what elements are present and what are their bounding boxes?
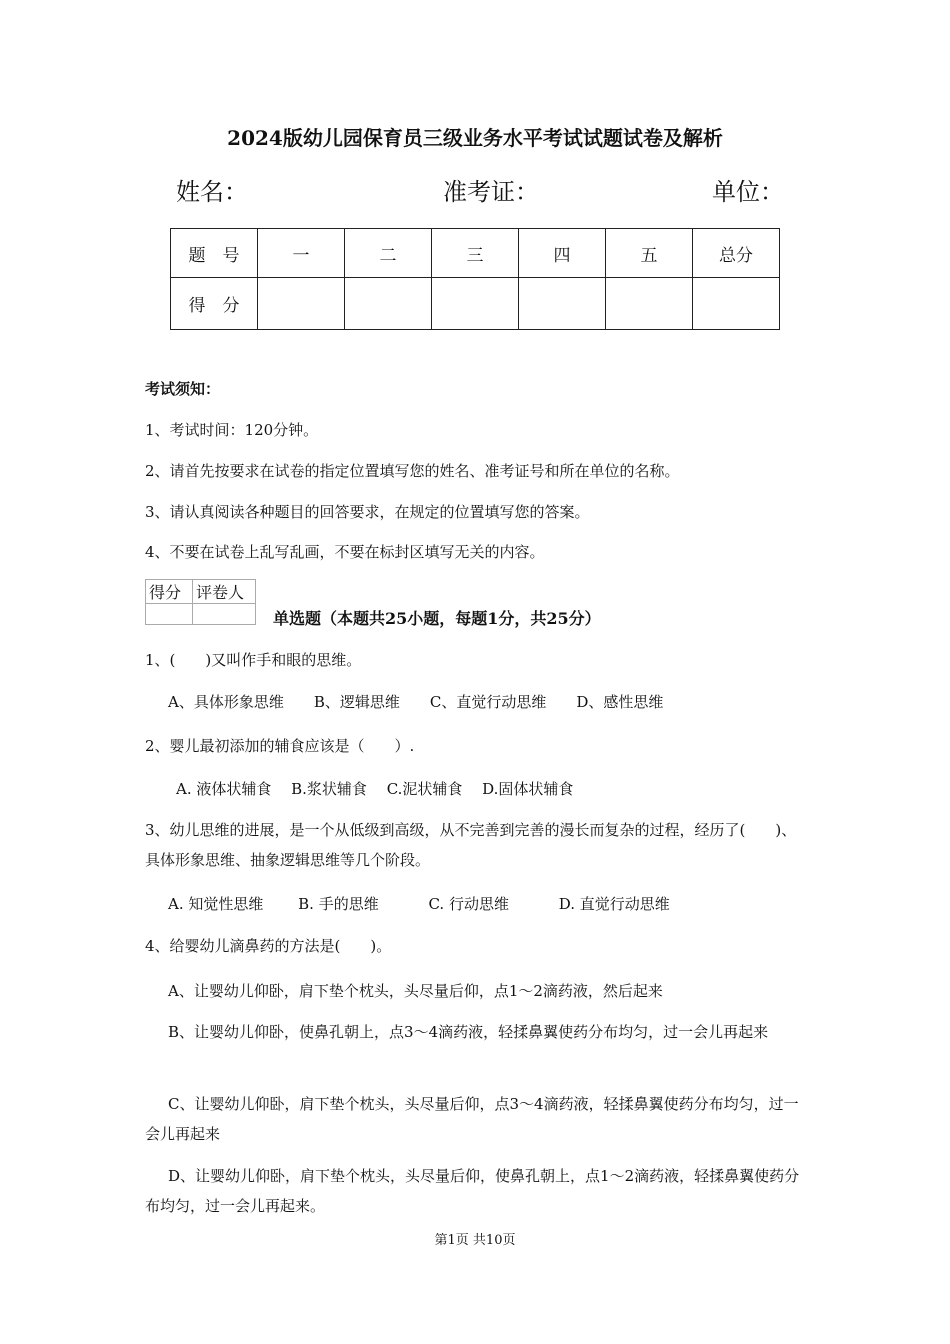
question-option: A、让婴幼儿仰卧，肩下垫个枕头，头尽量后仰，点1～2滴药液，然后起来: [168, 982, 663, 1000]
question-option: C、让婴幼儿仰卧，肩下垫个枕头，头尽量后仰，点3～4滴药液，轻揉鼻翼使药分布均匀，过一会儿再起来: [145, 1095, 799, 1143]
question-options: A. 知觉性思维 B. 手的思维 C. 行动思维 D. 直觉行动思维: [168, 895, 670, 913]
score-cell[interactable]: [519, 278, 606, 330]
header-cell: 五: [606, 229, 693, 278]
question-option: B、让婴幼儿仰卧，使鼻孔朝上，点3～4滴药液，轻揉鼻翼使药分布均匀，过一会儿再起来: [168, 1023, 769, 1041]
notice-heading: 考试须知：: [145, 380, 221, 398]
header-cell: 二: [345, 229, 432, 278]
name-label: 姓名：: [176, 178, 248, 206]
section-title: 单选题（本题共25小题，每题1分，共25分）: [273, 609, 601, 628]
question-stem: 4、给婴幼儿滴鼻药的方法是( )。: [145, 937, 392, 955]
question-options: A、具体形象思维 B、逻辑思维 C、直觉行动思维 D、感性思维: [168, 693, 664, 711]
header-cell: 题 号: [171, 229, 258, 278]
header-cell: 四: [519, 229, 606, 278]
exam-id-label: 准考证：: [443, 178, 539, 206]
header-cell: 三: [432, 229, 519, 278]
score-cell[interactable]: [258, 278, 345, 330]
score-cell[interactable]: [432, 278, 519, 330]
notice-item: 1、考试时间：120分钟。: [145, 421, 319, 439]
row-label-cell: 得 分: [171, 278, 258, 330]
question-stem: 1、( )又叫作手和眼的思维。: [145, 651, 362, 669]
page-footer: 第1页 共10页: [434, 1233, 516, 1248]
grader-table: [145, 579, 256, 625]
grader-name-label: 评卷人: [193, 580, 256, 604]
score-cell[interactable]: [693, 278, 780, 330]
grader-score-cell[interactable]: [146, 604, 193, 625]
score-table-score-row: [171, 278, 780, 330]
score-table: [170, 228, 780, 330]
question-option: D、让婴幼儿仰卧，肩下垫个枕头，头尽量后仰，使鼻孔朝上，点1～2滴药液，轻揉鼻翼使药分布均匀，过一会儿再起来。: [145, 1167, 800, 1215]
unit-label: 单位：: [712, 178, 784, 206]
notice-item: 2、请首先按要求在试卷的指定位置填写您的姓名、准考证号和所在单位的名称。: [145, 462, 680, 480]
notice-item: 3、请认真阅读各种题目的回答要求，在规定的位置填写您的答案。: [145, 503, 590, 521]
score-cell[interactable]: [345, 278, 432, 330]
question-stem: 2、婴儿最初添加的辅食应该是（ ）.: [145, 737, 415, 755]
question-stem: 3、幼儿思维的进展，是一个从低级到高级，从不完善到完善的漫长而复杂的过程，经历了( )、具体形象思维、抽象逻辑思维等几个阶段。: [145, 821, 797, 869]
notice-item: 4、不要在试卷上乱写乱画，不要在标封区填写无关的内容。: [145, 543, 545, 561]
grader-score-label: 得分: [146, 580, 193, 604]
score-cell[interactable]: [606, 278, 693, 330]
header-cell: 一: [258, 229, 345, 278]
question-options: A. 液体状辅食 B.浆状辅食 C.泥状辅食 D.固体状辅食: [176, 780, 574, 798]
score-table-header-row: [171, 229, 780, 278]
grader-name-cell[interactable]: [193, 604, 256, 625]
header-cell: 总分: [693, 229, 780, 278]
page-title: 2024版幼儿园保育员三级业务水平考试试题试卷及解析: [227, 126, 723, 150]
